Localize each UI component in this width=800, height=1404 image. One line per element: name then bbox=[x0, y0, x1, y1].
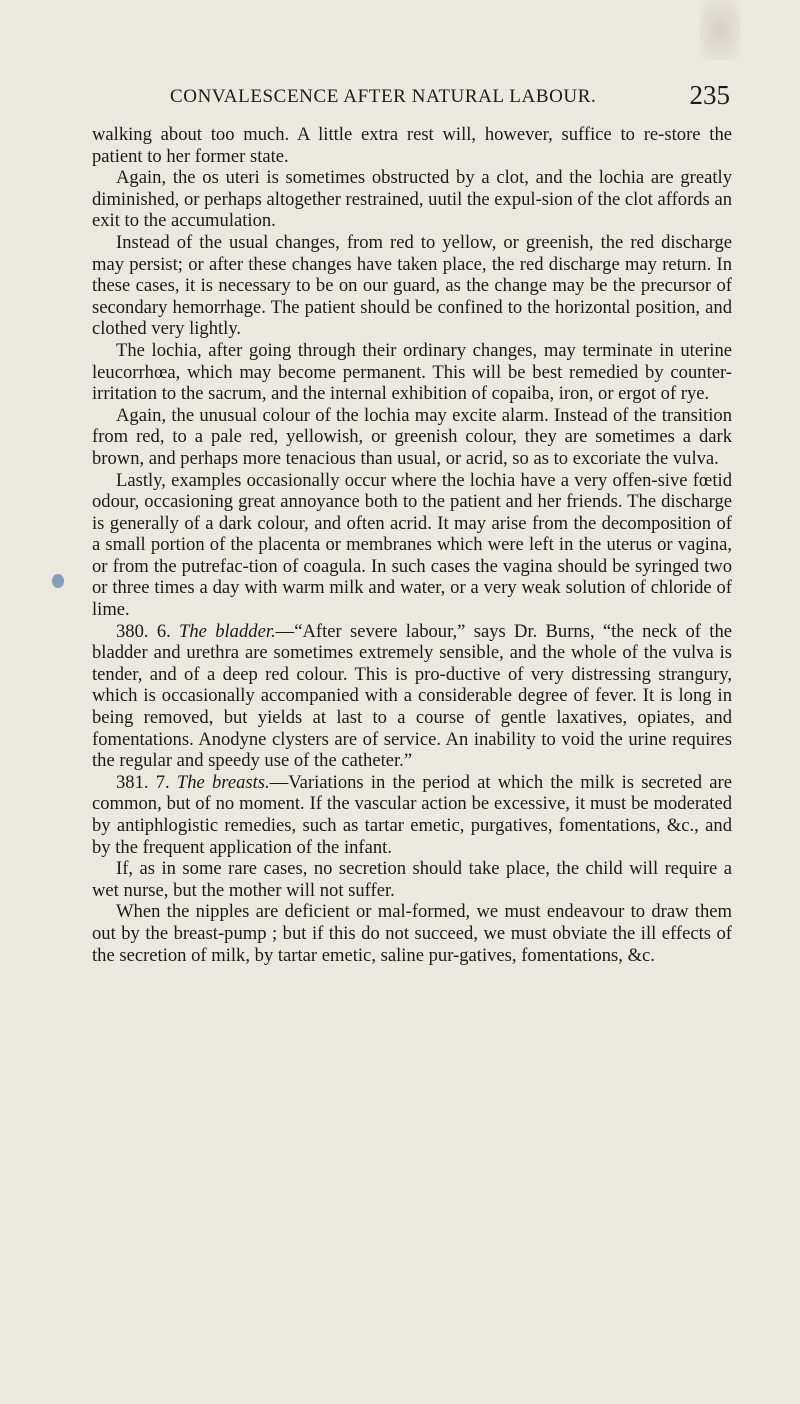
margin-ink-mark bbox=[52, 574, 64, 588]
paragraph: Again, the os uteri is sometimes obstructed by a clot, and the lochia are greatly diminished, or perhaps altogether restrained, uutil the expul-sion of the clot affords an exit to the accumulation. bbox=[92, 167, 732, 232]
paragraph: The lochia, after going through their ordinary changes, may terminate in uterine leucorrhœa, which may become permanent. This will be best remedied by counter-irritation to the sacrum, and the internal exhibition of copaiba, iron, or ergot of rye. bbox=[92, 339, 732, 405]
paragraph: Again, the unusual colour of the lochia may excite alarm. Instead of the transition from red, to a pale red, yellowish, or greenish colour, they are sometimes a dark brown, and perhaps more tenacious than usual, or acrid, so as to excoriate the vulva. bbox=[92, 404, 732, 469]
paragraph: walking about too much. A little extra rest will, however, suffice to re-store the patient to her former state. bbox=[92, 124, 732, 167]
section-heading: The bladder. bbox=[179, 620, 276, 642]
page-smudge bbox=[700, 0, 740, 60]
section-text: —“After severe labour,” says Dr. Burns, “the neck of the bladder and urethra are sometimes extremely sensible, and the whole of the vulva is tender, and of a deep red colour. This is pro-ductive of very distressing strangury, which is occasionally accompanied with a considerable degree of fever. It is long in being removed, but yields at last to a course of gentle laxatives, opiates, and fomentations. Anodyne clysters are of service. An inability to void the urine requires the regular and speedy use of the catheter.” bbox=[92, 620, 732, 772]
paragraph: Instead of the usual changes, from red to yellow, or greenish, the red discharge may persist; or after these changes have taken place, the red discharge may return. In these cases, it is necessary to be on our guard, as the change may be the precursor of secondary hemorrhage. The patient should be confined to the horizontal position, and clothed very lightly. bbox=[92, 231, 732, 340]
section-381 bbox=[92, 772, 732, 858]
section-number: 380. 6. bbox=[116, 620, 171, 642]
running-head-title: CONVALESCENCE AFTER NATURAL LABOUR. bbox=[170, 86, 597, 107]
body-text bbox=[92, 124, 732, 966]
section-text: —Variations in the period at which the milk is secreted are common, but of no moment. If the vascular action be excessive, it must be moderated by antiphlogistic remedies, such as tartar emetic, purgatives, fomentations, &c., and by the frequent application of the infant. bbox=[92, 771, 732, 858]
paragraph: Lastly, examples occasionally occur where the lochia have a very offen-sive fœtid odour, occasioning great annoyance both to the patient and her friends. The discharge is generally of a dark colour, and often acrid. It may arise from the decomposition of a small portion of the placenta or membranes which were left in the uterus or vagina, or from the putrefac-tion of coagula. In such cases the vagina should be syringed two or three times a day with warm milk and water, or a very weak solution of chloride of lime. bbox=[92, 469, 732, 621]
section-heading: The breasts. bbox=[176, 771, 270, 793]
page-number: 235 bbox=[689, 80, 730, 110]
section-380 bbox=[92, 621, 732, 772]
paragraph: If, as in some rare cases, no secretion should take place, the child will require a wet nurse, but the mother will not suffer. bbox=[92, 858, 732, 901]
section-number: 381. 7. bbox=[116, 771, 170, 793]
paragraph: When the nipples are deficient or mal-formed, we must endeavour to draw them out by the breast-pump ; but if this do not succeed, we must obviate the ill effects of the secretion of milk, by tartar emetic, saline pur-gatives, fomentations, &c. bbox=[92, 901, 732, 966]
running-head bbox=[170, 80, 730, 114]
